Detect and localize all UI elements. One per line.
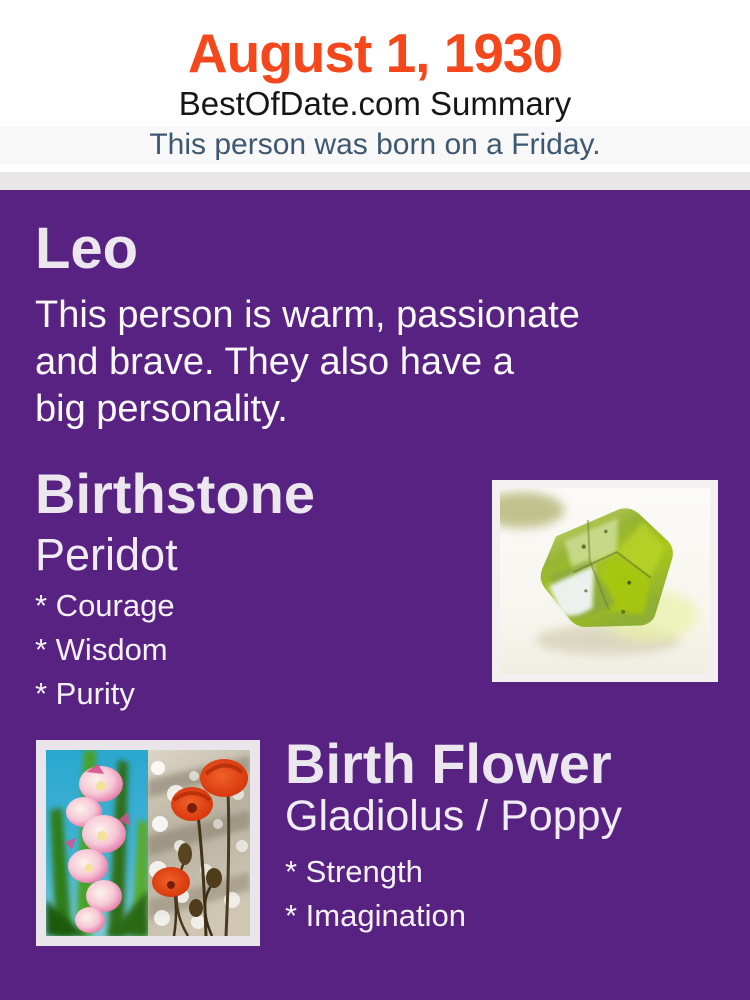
birth-flower-heading: Birth Flower [285,732,612,795]
birthstone-trait: * Purity [35,676,135,711]
birthstone-image-frame [492,480,718,682]
birth-flower-name: Gladiolus / Poppy [285,792,623,840]
birth-flower-trait: * Strength [285,854,423,889]
gladiolus-and-poppy-photo [46,750,250,936]
zodiac-heading: Leo [35,216,139,281]
peridot-gemstone-photo [500,488,710,674]
section-divider [0,172,750,190]
birthstone-trait: * Courage [35,588,175,623]
zodiac-description-line: and brave. They also have a [35,341,514,383]
birthstone-heading: Birthstone [35,462,315,525]
site-summary-title: BestOfDate.com Summary [178,85,572,122]
zodiac-description-line: This person is warm, passionate [35,294,580,336]
date-title: August 1, 1930 [187,22,563,84]
birth-flower-image-frame [36,740,260,946]
birthstone-traits [35,584,175,716]
zodiac-description-line: big personality. [35,388,288,430]
birthstone-name: Peridot [35,529,178,580]
born-day-line: This person was born on a Friday. [149,128,601,161]
born-day-band [0,126,750,164]
birthstone-trait: * Wisdom [35,632,168,667]
zodiac-description [35,292,715,433]
birth-flower-trait: * Imagination [285,898,466,933]
birth-flower-traits [285,850,466,938]
